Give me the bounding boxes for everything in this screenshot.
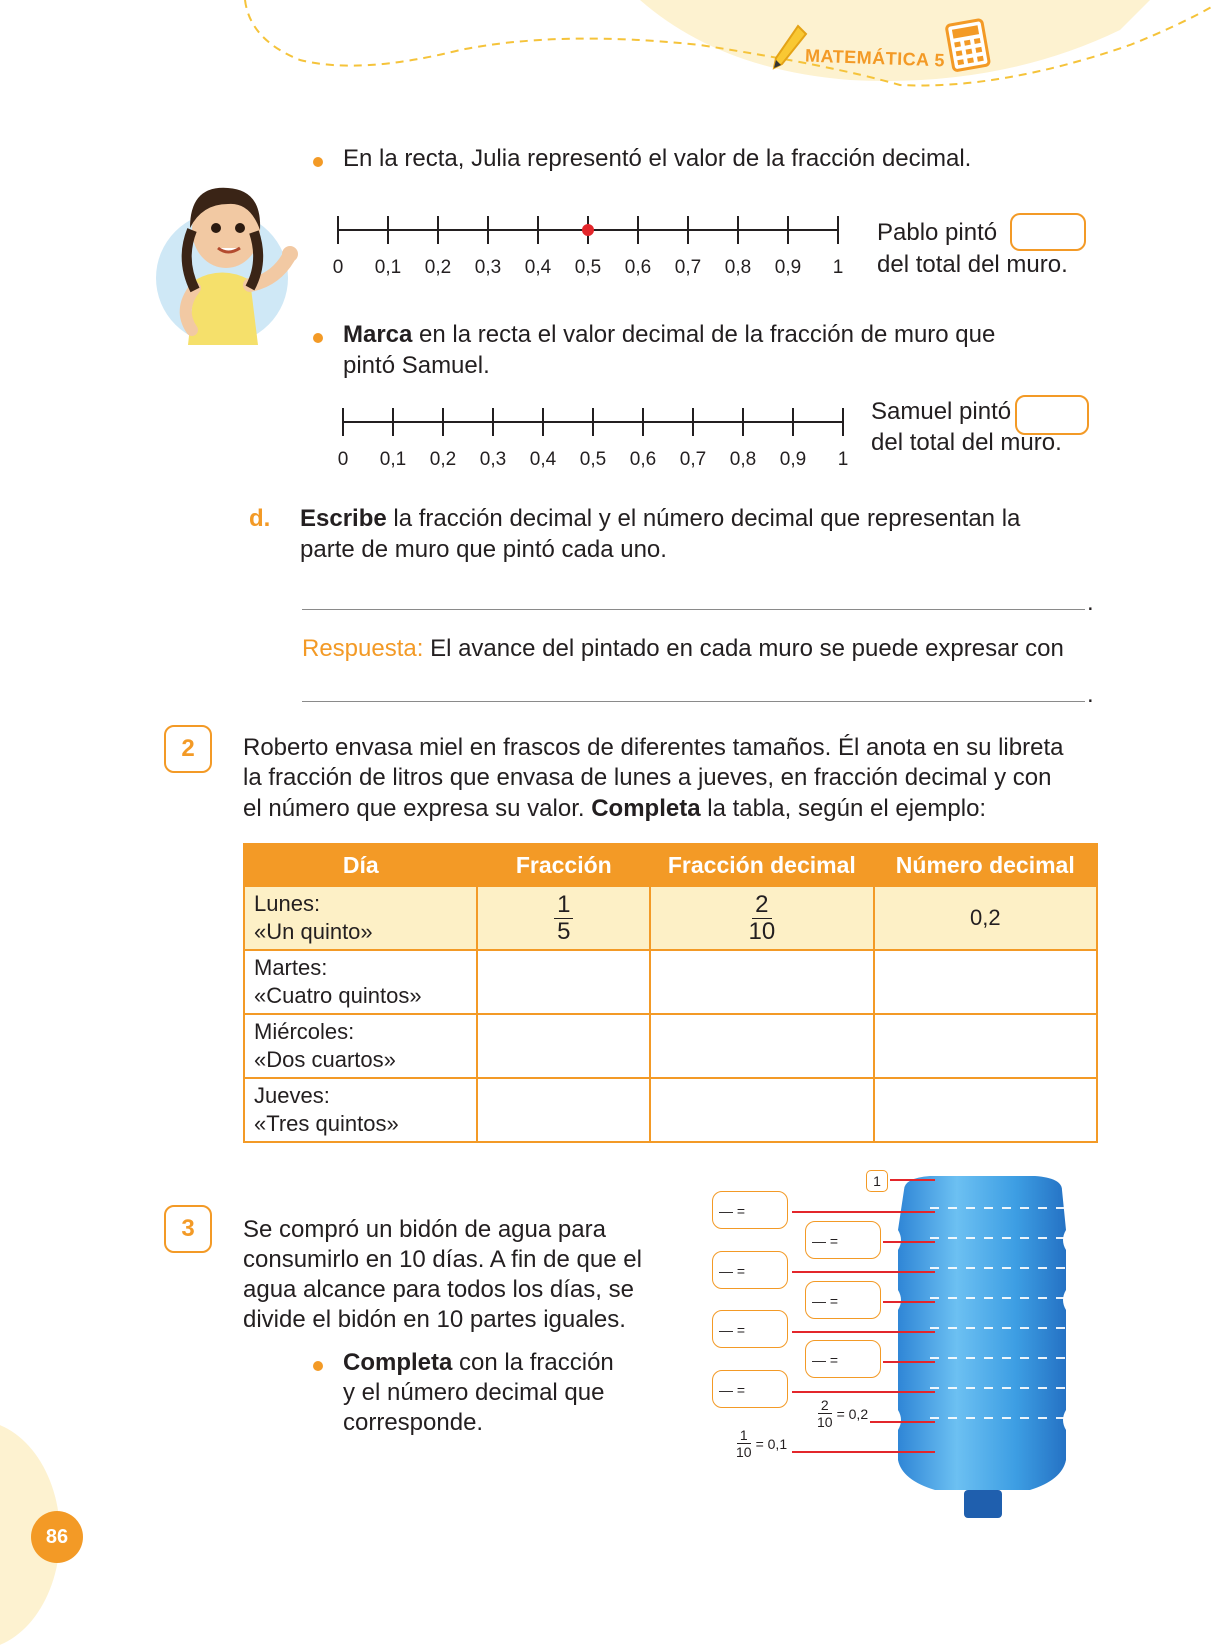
bullet-dot xyxy=(313,1361,323,1371)
label-one-tenth: $\frac{1}{10}$ = 0,1 xyxy=(736,1427,788,1460)
table-row xyxy=(244,1078,1097,1142)
label-two-tenths: $\frac{2}{10}$ = 0,2 xyxy=(817,1397,869,1430)
number-line-tick-label: 0,2 xyxy=(429,449,457,470)
decimal-fraction: $\frac{2}{10}$ xyxy=(748,890,776,945)
header-numero-decimal: Número decimal xyxy=(874,844,1097,886)
number-line-tick-label: 0,6 xyxy=(629,449,657,470)
fraction-cell-empty[interactable] xyxy=(477,1014,650,1078)
jug-answer-box[interactable]: — = xyxy=(712,1370,788,1408)
q3-line-3: agua alcance para todos los días, se xyxy=(243,1276,634,1303)
number-line-tick-label: 0,8 xyxy=(724,257,752,278)
completa-line-3: corresponde. xyxy=(343,1409,484,1436)
marca-instruction: Marca en la recta el valor decimal de la fracción de muro que xyxy=(343,321,996,348)
table-header-row xyxy=(244,844,1097,886)
honey-table xyxy=(243,843,1098,1143)
number-line-tick-label: 0,3 xyxy=(479,449,507,470)
table-row xyxy=(244,886,1097,950)
decimal-fraction-cell xyxy=(650,886,873,950)
completa-line-2: y el número decimal que xyxy=(343,1379,605,1406)
decimal-fraction-cell-empty[interactable] xyxy=(650,1078,873,1142)
answer-line-2[interactable] xyxy=(302,701,1085,702)
number-line-tick-label: 0,9 xyxy=(774,257,802,278)
subject-label: MATEMÁTICA 5 xyxy=(804,45,946,71)
jug-answer-box[interactable]: — = xyxy=(805,1221,881,1259)
pablo-label-1: Pablo pintó xyxy=(877,219,998,246)
q3-line-4: divide el bidón en 10 partes iguales. xyxy=(243,1306,626,1333)
number-line-samuel[interactable] xyxy=(335,397,860,487)
header-fraccion-decimal: Fracción decimal xyxy=(650,844,873,886)
q2-line-1: Roberto envasa miel en frascos de diferentes tamaños. Él anota en su libreta xyxy=(243,734,1064,761)
q3-line-2: consumirlo en 10 días. A fin de que el xyxy=(243,1246,642,1273)
number-line-tick-label: 0,1 xyxy=(379,449,407,470)
jug-answer-box[interactable]: — = xyxy=(712,1310,788,1348)
bullet-dot xyxy=(313,157,323,167)
day-cell: Lunes: «Un quinto» xyxy=(244,886,477,950)
header-decoration xyxy=(0,0,1215,110)
samuel-label-1: Samuel pintó xyxy=(871,398,1012,425)
item-d-instruction: Escribe la fracción decimal y el número decimal que representan la xyxy=(300,505,1021,532)
decimal-number-cell: 0,2 xyxy=(874,886,1097,950)
decimal-fraction-cell-empty[interactable] xyxy=(650,1014,873,1078)
fraction: $\frac{1}{5}$ xyxy=(554,892,573,945)
number-line-tick-label: 0,4 xyxy=(524,257,552,278)
number-line-tick-label: 1 xyxy=(837,449,849,470)
number-line-tick-label: 0 xyxy=(337,449,349,470)
answer-line-1[interactable] xyxy=(302,609,1085,610)
q2-line-2: la fracción de litros que envasa de lunes a jueves, en fracción decimal y con xyxy=(243,764,1052,791)
number-line-tick-label: 0,5 xyxy=(574,257,602,278)
number-line-tick-label: 0,9 xyxy=(779,449,807,470)
samuel-label-2: del total del muro. xyxy=(871,429,1062,456)
marked-point xyxy=(582,224,594,236)
q3-line-1: Se compró un bidón de agua para xyxy=(243,1216,606,1243)
fraction-cell-empty[interactable] xyxy=(477,1078,650,1142)
item-d-instruction-line2: parte de muro que pintó cada uno. xyxy=(300,536,667,563)
completa-instruction: Completa con la fracción xyxy=(343,1349,614,1376)
number-line-julia xyxy=(330,205,855,295)
calculator-icon xyxy=(944,18,994,74)
number-line-tick-label: 0,8 xyxy=(729,449,757,470)
jug-answer-box[interactable]: — = xyxy=(805,1340,881,1378)
number-line-tick-label: 0,2 xyxy=(424,257,452,278)
header-fraccion: Fracción xyxy=(477,844,650,886)
day-cell: Jueves: «Tres quintos» xyxy=(244,1078,477,1142)
decimal-fraction-cell-empty[interactable] xyxy=(650,950,873,1014)
number-line-tick-label: 0,4 xyxy=(529,449,557,470)
page-number: 86 xyxy=(31,1511,83,1563)
q2-line-3: el número que expresa su valor. Completa la tabla, según el ejemplo: xyxy=(243,795,987,822)
number-line-tick-label: 0,1 xyxy=(374,257,402,278)
period-mark: . xyxy=(1087,681,1094,708)
number-line-tick-label: 0,7 xyxy=(679,449,707,470)
number-line-tick-label: 0,6 xyxy=(624,257,652,278)
number-line-tick-label: 0,5 xyxy=(579,449,607,470)
decimal-number-cell-empty[interactable] xyxy=(874,950,1097,1014)
number-line-tick-label: 0 xyxy=(332,257,344,278)
period-mark: . xyxy=(1087,589,1094,616)
bullet-dot xyxy=(313,333,323,343)
fraction-cell xyxy=(477,886,650,950)
table-row xyxy=(244,1014,1097,1078)
question-number-2: 2 xyxy=(164,725,212,773)
decimal-number-cell-empty[interactable] xyxy=(874,1078,1097,1142)
jug-answer-box[interactable]: — = xyxy=(712,1191,788,1229)
pablo-answer-box[interactable] xyxy=(1010,213,1086,251)
jug-top-label: 1 xyxy=(866,1170,888,1192)
number-line-tick-label: 1 xyxy=(832,257,844,278)
day-cell: Miércoles: «Dos cuartos» xyxy=(244,1014,477,1078)
number-line-tick-label: 0,3 xyxy=(474,257,502,278)
marca-instruction-line2: pintó Samuel. xyxy=(343,352,490,379)
question-number-3: 3 xyxy=(164,1205,212,1253)
julia-instruction: En la recta, Julia representó el valor de la fracción decimal. xyxy=(343,145,972,172)
fraction-cell-empty[interactable] xyxy=(477,950,650,1014)
decimal-number-cell-empty[interactable] xyxy=(874,1014,1097,1078)
number-line-tick-label: 0,7 xyxy=(674,257,702,278)
day-cell: Martes: «Cuatro quintos» xyxy=(244,950,477,1014)
girl-illustration xyxy=(150,170,310,355)
pablo-label-2: del total del muro. xyxy=(877,251,1068,278)
jug-answer-box[interactable]: — = xyxy=(712,1251,788,1289)
item-d-letter: d. xyxy=(249,505,271,532)
jug-answer-box[interactable]: — = xyxy=(805,1281,881,1319)
table-row xyxy=(244,950,1097,1014)
header-dia: Día xyxy=(244,844,477,886)
respuesta-text: Respuesta: El avance del pintado en cada muro se puede expresar con xyxy=(302,635,1064,662)
